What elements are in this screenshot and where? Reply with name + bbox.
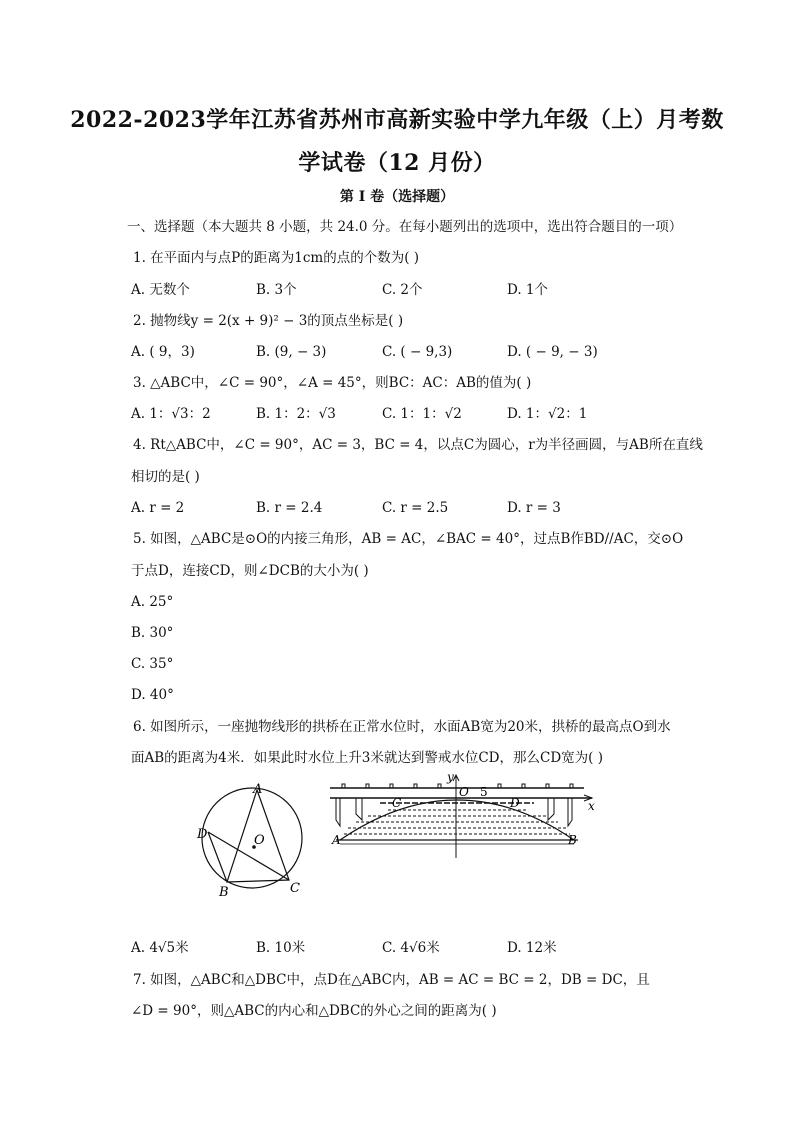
- arch-bridge-figure: [322, 772, 602, 862]
- q6-option-b: B. 10米: [256, 940, 306, 956]
- question-4-text-line-1: 4. Rt△ABC中，∠C = 90°，AC = 3，BC = 4，以点C为圆心，r为半径画圆，与AB所在直线: [133, 437, 703, 453]
- section-subtitle: 第 I 卷（选择题）: [339, 189, 455, 205]
- label-d: D: [510, 796, 520, 810]
- q4-option-a: A. r = 2: [131, 500, 185, 516]
- label-c: C: [392, 796, 402, 810]
- q1-option-d: D. 1个: [507, 282, 549, 298]
- label-b: B: [219, 885, 229, 900]
- q6-option-c: C. 4√6米: [382, 940, 440, 956]
- label-a: A: [332, 833, 341, 847]
- q4-option-b: B. r = 2.4: [256, 500, 323, 516]
- section-heading: 一、选择题（本大题共 8 小题，共 24.0 分。在每小题列出的选项中，选出符合题目的一项）: [127, 219, 683, 235]
- q2-option-d: D. ( − 9, − 3): [507, 344, 598, 360]
- q2-option-a: A. ( 9，3): [131, 344, 195, 360]
- question-2-text: 2. 抛物线y = 2(x + 9)² − 3的顶点坐标是( ): [133, 313, 404, 329]
- q2-option-b: B. (9, − 3): [256, 344, 327, 360]
- q6-option-a: A. 4√5米: [131, 940, 189, 956]
- question-7-text-line-2: ∠D = 90°，则△ABC的内心和△DBC的外心之间的距离为( ): [131, 1003, 497, 1019]
- label-o: O: [254, 833, 265, 848]
- q3-option-d: D. 1：√2：1: [507, 406, 588, 422]
- question-6-text-line-1: 6. 如图所示，一座抛物线形的拱桥在正常水位时，水面AB宽为20米，拱桥的最高点O到水: [133, 719, 671, 735]
- question-7-text-line-1: 7. 如图，△ABC和△DBC中，点D在△ABC内，AB = AC = BC = 2，DB = DC，且: [133, 972, 650, 988]
- q5-option-a: A. 25°: [131, 594, 174, 610]
- question-5-text-line-2: 于点D，连接CD，则∠DCB的大小为( ): [131, 563, 369, 579]
- segment-cd: [208, 832, 289, 880]
- label-y: y: [447, 772, 454, 784]
- question-1-text: 1. 在平面内与点P的距离为1cm的点的个数为( ): [133, 250, 420, 266]
- q6-option-d: D. 12米: [507, 940, 557, 956]
- label-o: O: [459, 785, 469, 799]
- q3-option-a: A. 1：√3：2: [131, 406, 211, 422]
- label-5: 5: [480, 785, 488, 799]
- label-x: x: [588, 799, 595, 813]
- q5-option-c: C. 35°: [131, 656, 174, 672]
- q2-option-c: C. ( − 9,3): [382, 344, 453, 360]
- q1-option-a: A. 无数个: [131, 282, 190, 298]
- water-hatching: [344, 810, 570, 834]
- question-3-text: 3. △ABC中，∠C = 90°，∠A = 45°，则BC：AC：AB的值为( ): [133, 375, 532, 391]
- circle-triangle-figure: [190, 776, 310, 902]
- page-title-line-2: 学试卷（12 月份）: [298, 150, 496, 176]
- q1-option-b: B. 3个: [256, 282, 297, 298]
- question-6-text-line-2: 面AB的距离为4米．如果此时水位上升3米就达到警戒水位CD，那么CD宽为( ): [131, 750, 603, 766]
- q5-option-b: B. 30°: [131, 625, 174, 641]
- q3-option-b: B. 1：2：√3: [256, 406, 336, 422]
- q4-option-c: C. r = 2.5: [382, 500, 449, 516]
- q1-option-c: C. 2个: [382, 282, 423, 298]
- page-title-line-1: 2022-2023学年江苏省苏州市高新实验中学九年级（上）月考数: [70, 107, 724, 133]
- question-4-text-line-2: 相切的是( ): [131, 469, 200, 485]
- label-d: D: [197, 827, 208, 842]
- q4-option-d: D. r = 3: [507, 500, 561, 516]
- q5-option-d: D. 40°: [131, 687, 174, 703]
- question-5-text-line-1: 5. 如图，△ABC是⊙O的内接三角形，AB = AC，∠BAC = 40°，过点B作BD//AC，交⊙O: [133, 531, 684, 547]
- q3-option-c: C. 1：1：√2: [382, 406, 462, 422]
- label-c: C: [290, 881, 300, 896]
- label-a: A: [253, 782, 263, 797]
- label-b: B: [568, 833, 577, 847]
